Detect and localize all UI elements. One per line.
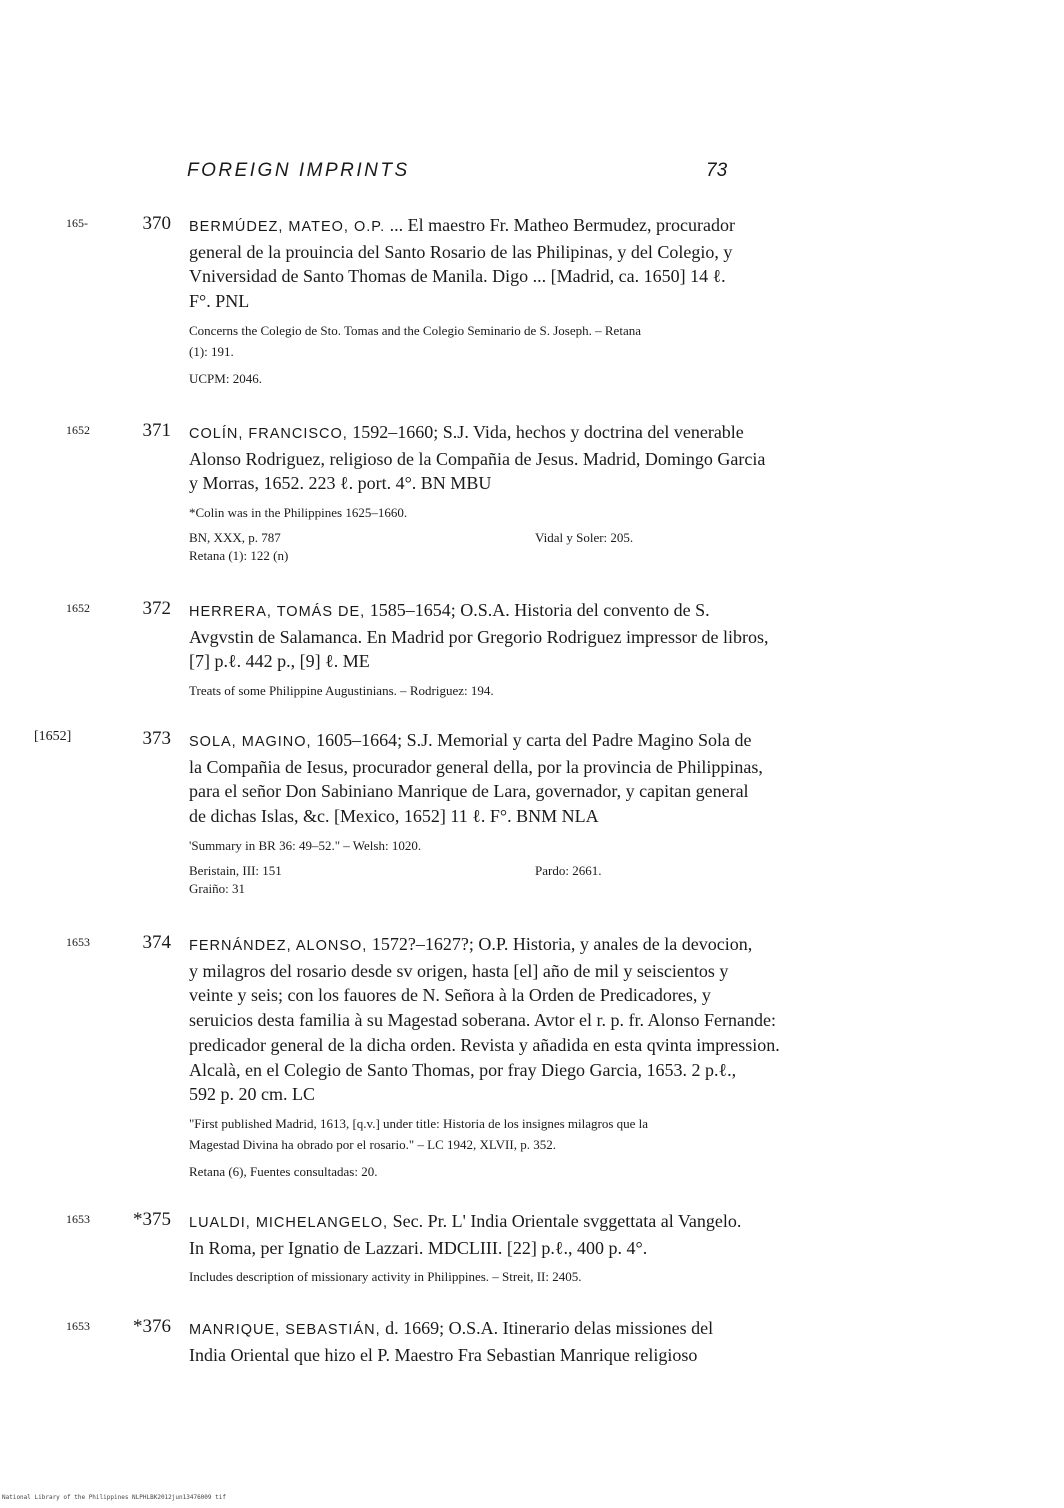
entry-note: 'Summary in BR 36: 49–52." – Welsh: 1020.	[189, 837, 422, 853]
entry-note: *Colin was in the Philippines 1625–1660.	[189, 505, 408, 521]
entry-line: general de la prouincia del Santo Rosario de las Philipinas, y del Colegio, y	[189, 241, 733, 262]
entry-note: Concerns the Colegio de Sto. Tomas and the Colegio Seminario de S. Joseph. – Retana	[189, 322, 641, 338]
entry-number: 370	[142, 213, 171, 234]
entry-line: Vniversidad de Santo Thomas de Manila. Digo ... [Madrid, ca. 1650] 14 ℓ.	[189, 266, 726, 287]
reference-left: BN, XXX, p. 787	[189, 530, 281, 546]
entry-line: In Roma, per Ignatio de Lazzari. MDCLIII. [22] p.ℓ., 400 p. 4°.	[189, 1237, 648, 1258]
entry-note: Magestad Divina ha obrado por el rosario." – LC 1942, XLVII, p. 352.	[189, 1136, 556, 1152]
entry-body	[189, 932, 869, 1182]
running-header-title: FOREIGN IMPRINTS	[187, 160, 410, 181]
entry-line: India Oriental que hizo el P. Maestro Fra Sebastian Manrique religioso	[189, 1344, 698, 1365]
entry-line	[189, 1316, 869, 1343]
entry-line	[189, 728, 869, 755]
entry-number: 373	[142, 728, 171, 749]
entry-body	[189, 420, 869, 565]
entry-line: y milagros del rosario desde sv origen, hasta [el] año de mil y seiscientos y	[189, 960, 729, 981]
entry-line: Avgvstin de Salamanca. En Madrid por Gregorio Rodriguez impressor de libros,	[189, 626, 769, 647]
entry-line	[189, 932, 869, 959]
entry-number: 372	[142, 598, 171, 619]
entry-note: Treats of some Philippine Augustinians. – Rodriguez: 194.	[189, 683, 494, 699]
entry-author: MANRIQUE, SEBASTIÁN,	[189, 1322, 381, 1338]
entry-year: 1653	[66, 1319, 90, 1333]
entry-year: [1652]	[34, 729, 72, 744]
entry-line	[189, 213, 869, 240]
entry-line: la Compañia de Iesus, procurador general della, por la provincia de Philippinas,	[189, 756, 763, 777]
entry-year: 165-	[66, 216, 88, 230]
entry-year: 1653	[66, 1212, 90, 1226]
scan-footer: National Library of the Philippines NLPHLBK2012jun13476009 tif	[2, 1494, 226, 1501]
entry-year: 1652	[66, 601, 90, 615]
entry-author: HERRERA, TOMÁS DE,	[189, 604, 366, 620]
reference-row	[189, 880, 869, 898]
reference-row	[189, 862, 869, 880]
entry-line: predicador general de la dicha orden. Revista y añadida en esta qvinta impression.	[189, 1034, 780, 1055]
entry-line: seruicios desta familia à su Magestad soberana. Avtor el r. p. fr. Alonso Fernande:	[189, 1010, 777, 1031]
entry-note: (1): 191.	[189, 343, 234, 359]
entry-note: Includes description of missionary activity in Philippines. – Streit, II: 2405.	[189, 1269, 582, 1285]
entry-line: 592 p. 20 cm. LC	[189, 1084, 315, 1105]
entry-line: [7] p.ℓ. 442 p., [9] ℓ. ME	[189, 651, 370, 672]
entry-title-text: 1572?–1627?; O.P. Historia, y anales de la devocion,	[367, 934, 753, 954]
entry-note: "First published Madrid, 1613, [q.v.] under title: Historia de los insignes milagros que la	[189, 1115, 649, 1131]
entry-author: COLÍN, FRANCISCO,	[189, 426, 348, 442]
entry-line: Alcalà, en el Colegio de Santo Thomas, por fray Diego Garcia, 1653. 2 p.ℓ.,	[189, 1059, 737, 1080]
entry-number: 374	[142, 932, 171, 953]
entry-note: Retana (6), Fuentes consultadas: 20.	[189, 1163, 378, 1179]
entry-body	[189, 1209, 869, 1287]
entry-note: UCPM: 2046.	[189, 370, 262, 386]
reference-right: Pardo: 2661.	[535, 862, 602, 878]
entry-title-text: 1592–1660; S.J. Vida, hechos y doctrina del venerable	[347, 422, 744, 442]
reference-left: Retana (1): 122 (n)	[189, 548, 289, 564]
entry-line	[189, 420, 869, 447]
entry-title-text: 1585–1654; O.S.A. Historia del convento de S.	[365, 600, 710, 620]
page-number: 73	[706, 160, 728, 181]
entry-title-text: d. 1669; O.S.A. Itinerario delas missiones del	[380, 1318, 714, 1338]
entry-body	[189, 728, 869, 898]
entry-number: 371	[142, 420, 171, 441]
entry-number: *375	[133, 1209, 171, 1230]
entry-line: y Morras, 1652. 223 ℓ. port. 4°. BN MBU	[189, 473, 492, 494]
entry-author: BERMÚDEZ, MATEO, O.P.	[189, 219, 386, 235]
entry-body	[189, 598, 869, 701]
entry-line: de dichas Islas, &c. [Mexico, 1652] 11 ℓ. F°. BNM NLA	[189, 806, 599, 827]
entry-body	[189, 1316, 869, 1367]
entry-year: 1652	[66, 423, 90, 437]
reference-row	[189, 529, 869, 547]
entry-line	[189, 598, 869, 625]
entry-line: F°. PNL	[189, 291, 250, 312]
reference-row	[189, 547, 869, 565]
entry-line	[189, 1209, 869, 1236]
entry-title-text: ... El maestro Fr. Matheo Bermudez, procurador	[385, 215, 736, 235]
entry-author: LUALDI, MICHELANGELO,	[189, 1215, 389, 1231]
entry-line: Alonso Rodriguez, religioso de la Compañia de Jesus. Madrid, Domingo Garcia	[189, 448, 766, 469]
reference-left: Beristain, III: 151	[189, 862, 282, 878]
entry-number: *376	[133, 1316, 171, 1337]
entry-title-text: Sec. Pr. L' India Orientale svggettata al Vangelo.	[388, 1211, 742, 1231]
reference-left: Graiño: 31	[189, 880, 245, 896]
entry-line: para el señor Don Sabiniano Manrique de Lara, governador, y capitan general	[189, 781, 749, 802]
entry-year: 1653	[66, 935, 90, 949]
entry-title-text: 1605–1664; S.J. Memorial y carta del Padre Magino Sola de	[311, 730, 752, 750]
entry-author: SOLA, MAGINO,	[189, 734, 312, 750]
entry-line: veinte y seis; con los fauores de N. Señora à la Orden de Predicadores, y	[189, 985, 711, 1006]
reference-right: Vidal y Soler: 205.	[535, 530, 634, 546]
entry-body	[189, 213, 869, 389]
entry-author: FERNÁNDEZ, ALONSO,	[189, 938, 368, 954]
